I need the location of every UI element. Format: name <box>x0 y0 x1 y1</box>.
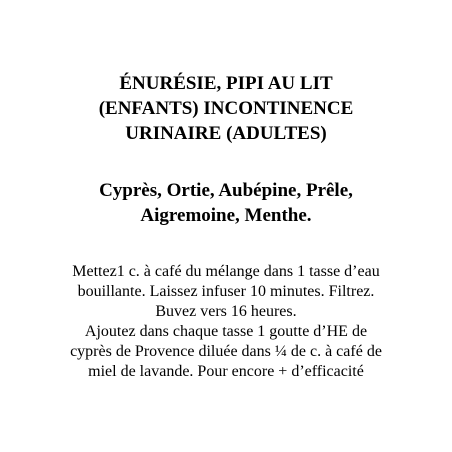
instructions-line: Buvez vers 16 heures. <box>155 303 297 320</box>
instructions-line: Mettez1 c. à café du mélange dans 1 tasse d’eau <box>72 263 380 280</box>
instructions-paragraph <box>10 262 442 382</box>
page-title <box>20 71 432 146</box>
title-line: (ENFANTS) INCONTINENCE <box>98 98 354 119</box>
instructions-line: bouillante. Laissez infuser 10 minutes. Filtrez. <box>77 283 375 300</box>
title-line: URINAIRE (ADULTES) <box>125 123 327 144</box>
title-line: ÉNURÉSIE, PIPI AU LIT <box>119 73 333 94</box>
ingredients-line: Aigremoine, Menthe. <box>140 205 312 226</box>
ingredients-heading <box>20 178 432 228</box>
instructions-line: cyprès de Provence diluée dans ¼ de c. à café de <box>70 343 382 360</box>
instructions-line: miel de lavande. Pour encore + d’efficacité <box>88 363 364 380</box>
instructions-line: Ajoutez dans chaque tasse 1 goutte d’HE de <box>84 323 368 340</box>
ingredients-line: Cyprès, Ortie, Aubépine, Prêle, <box>99 180 353 201</box>
